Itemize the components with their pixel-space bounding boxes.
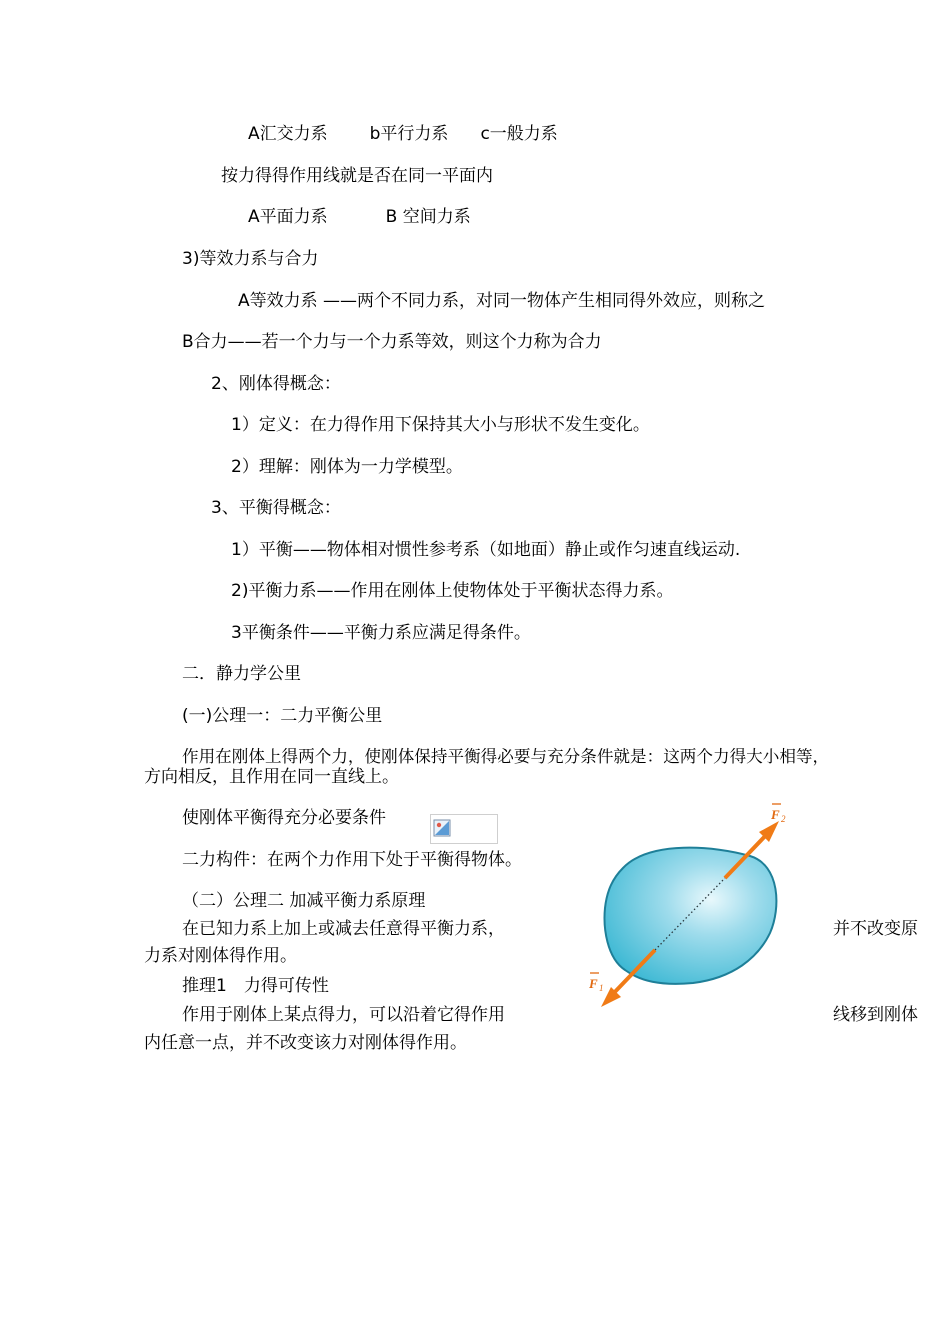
option-b-parallel: b平行力系 [369,124,449,144]
label-f2 [770,804,786,824]
svg-text:2: 2 [781,814,786,824]
text-line-plane-question: 按力得得作用线就是否在同一平面内 [221,166,493,186]
text-line-axiom-one-1: 作用在刚体上得两个力，使刚体保持平衡得必要与充分条件就是：这两个力得大小相等， [182,747,830,766]
label-f1 [588,973,604,993]
text-line-transmissibility-right: 线移到刚体 [833,1005,918,1025]
text-line-transmissibility-left: 作用于刚体上某点得力，可以沿着它得作用 [182,1005,505,1025]
section-heading-corollary-one: 推理1 力得可传性 [182,976,329,996]
option-b-spatial: B 空间力系 [385,207,471,227]
broken-image-icon [433,819,453,839]
svg-text:F: F [589,976,598,991]
two-force-diagram [565,798,805,1023]
class-line-1 [248,123,558,145]
text-line-resultant-def: B合力——若一个力与一个力系等效，则这个力称为合力 [182,332,602,352]
text-line-axiom-one-2: 方向相反，且作用在同一直线上。 [144,767,399,787]
option-c-general: c一般力系 [480,124,558,144]
section-heading-axioms: 二．静力学公里 [182,664,301,684]
svg-text:1: 1 [599,983,604,993]
text-line-transmissibility-2: 内任意一点，并不改变该力对刚体得作用。 [144,1033,467,1053]
section-heading-equivalent: 3)等效力系与合力 [182,249,319,269]
text-line-balanced-system: 2)平衡力系——作用在刚体上使物体处于平衡状态得力系。 [231,581,674,601]
text-line-equilibrium-def: 1）平衡——物体相对惯性参考系（如地面）静止或作匀速直线运动. [231,540,741,560]
text-line-add-subtract-right: 并不改变原 [833,919,918,939]
class-line-2 [248,206,471,228]
section-heading-equilibrium: 3、平衡得概念： [211,498,341,518]
text-line-rigid-understanding: 2）理解：刚体为一力学模型。 [231,457,463,477]
option-a-concurrent: A汇交力系 [248,124,328,144]
option-a-planar: A平面力系 [248,207,328,227]
text-line-equivalent-def: A等效力系 ——两个不同力系，对同一物体产生相同得外效应，则称之 [238,291,766,311]
svg-text:F: F [771,807,780,822]
text-line-two-force-member: 二力构件：在两个力作用下处于平衡得物体。 [182,850,522,870]
text-line-add-subtract-2: 力系对刚体得作用。 [144,946,297,966]
section-heading-axiom-one: (一)公理一：二力平衡公里 [182,706,383,726]
text-line-add-subtract-left: 在已知力系上加上或减去任意得平衡力系， [182,919,505,939]
section-heading-rigid-body: 2、刚体得概念： [211,374,341,394]
text-line-rigid-def: 1）定义：在力得作用下保持其大小与形状不发生变化。 [231,415,650,435]
text-line-balance-condition: 3平衡条件——平衡力系应满足得条件。 [231,623,531,643]
text-line-sufficient-condition: 使刚体平衡得充分必要条件 [182,808,386,828]
broken-image-placeholder [430,814,498,844]
section-heading-axiom-two: （二）公理二 加减平衡力系原理 [182,891,426,911]
rigid-body-shape [605,848,777,984]
